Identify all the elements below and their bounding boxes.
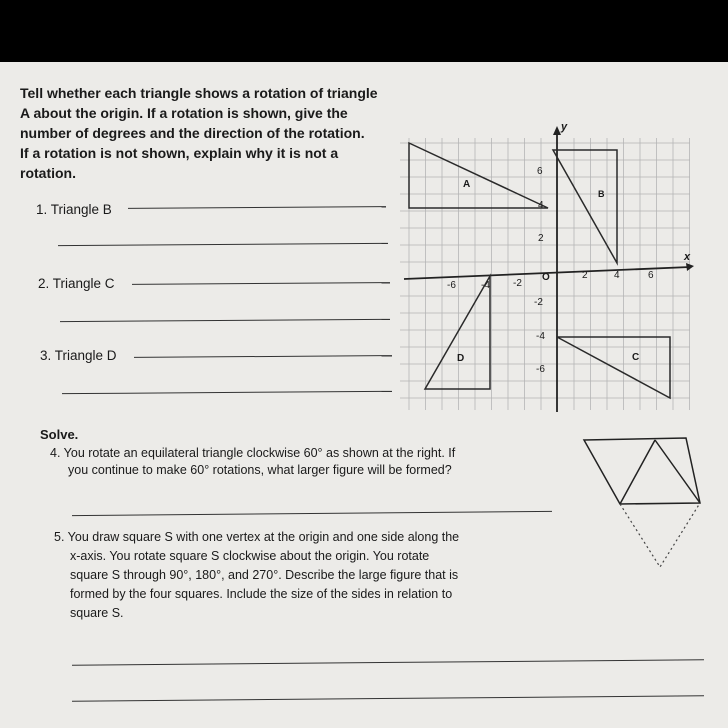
x-tick-label: -6 (447, 280, 456, 291)
x-tick-label: 4 (614, 270, 620, 281)
x-tick-label: -2 (513, 278, 522, 289)
intro-line: rotation. (20, 165, 76, 181)
y-tick-label: 2 (538, 233, 544, 244)
question-5-line: 5. You draw square S with one vertex at the origin and one side along the (54, 530, 460, 544)
rotated-triangle-dashed (620, 503, 700, 567)
y-tick-label: 4 (538, 200, 544, 211)
question-4-line: you continue to make 60° rotations, what larger figure will be formed? (68, 463, 452, 477)
y-tick-label: -6 (536, 364, 545, 375)
question-3-label: 3. Triangle D (40, 348, 117, 363)
x-tick-label: -4 (481, 280, 490, 291)
solve-heading: Solve. (40, 427, 79, 442)
question-5-line: square S through 90°, 180°, and 270°. Describe the large figure that is (70, 568, 459, 582)
question-1-label: 1. Triangle B (36, 202, 112, 217)
origin-label: O (542, 272, 550, 283)
triangle-a-label: A (463, 179, 471, 190)
y-tick-label: -2 (534, 297, 543, 308)
intro-line: A about the origin. If a rotation is shown, give the (20, 105, 348, 121)
question-5-line: x-axis. You rotate square S clockwise about the origin. You rotate (70, 549, 430, 563)
intro-line: number of degrees and the direction of the rotation. (20, 125, 365, 141)
y-axis-label: y (561, 121, 568, 133)
intro-line: If a rotation is not shown, explain why it is not a (20, 145, 339, 161)
triangle-d-label: D (457, 353, 465, 364)
y-tick-label: -4 (536, 331, 545, 342)
hexagon-part (584, 438, 700, 504)
intro-line: Tell whether each triangle shows a rotation of triangle (20, 85, 378, 101)
triangle-c-label: C (632, 352, 640, 363)
y-tick-label: 6 (537, 166, 543, 177)
question-5-line: formed by the four squares. Include the size of the sides in relation to (70, 587, 453, 601)
triangle-b-label: B (598, 189, 605, 199)
x-tick-label: 2 (582, 270, 588, 281)
x-axis-label: x (684, 251, 691, 263)
x-tick-label: 6 (648, 270, 654, 281)
question-2-label: 2. Triangle C (38, 276, 115, 291)
question-4-line: 4. You rotate an equilateral triangle clockwise 60° as shown at the right. If (50, 446, 456, 460)
triangle-edge (620, 440, 655, 504)
question-5-line: square S. (70, 606, 124, 620)
